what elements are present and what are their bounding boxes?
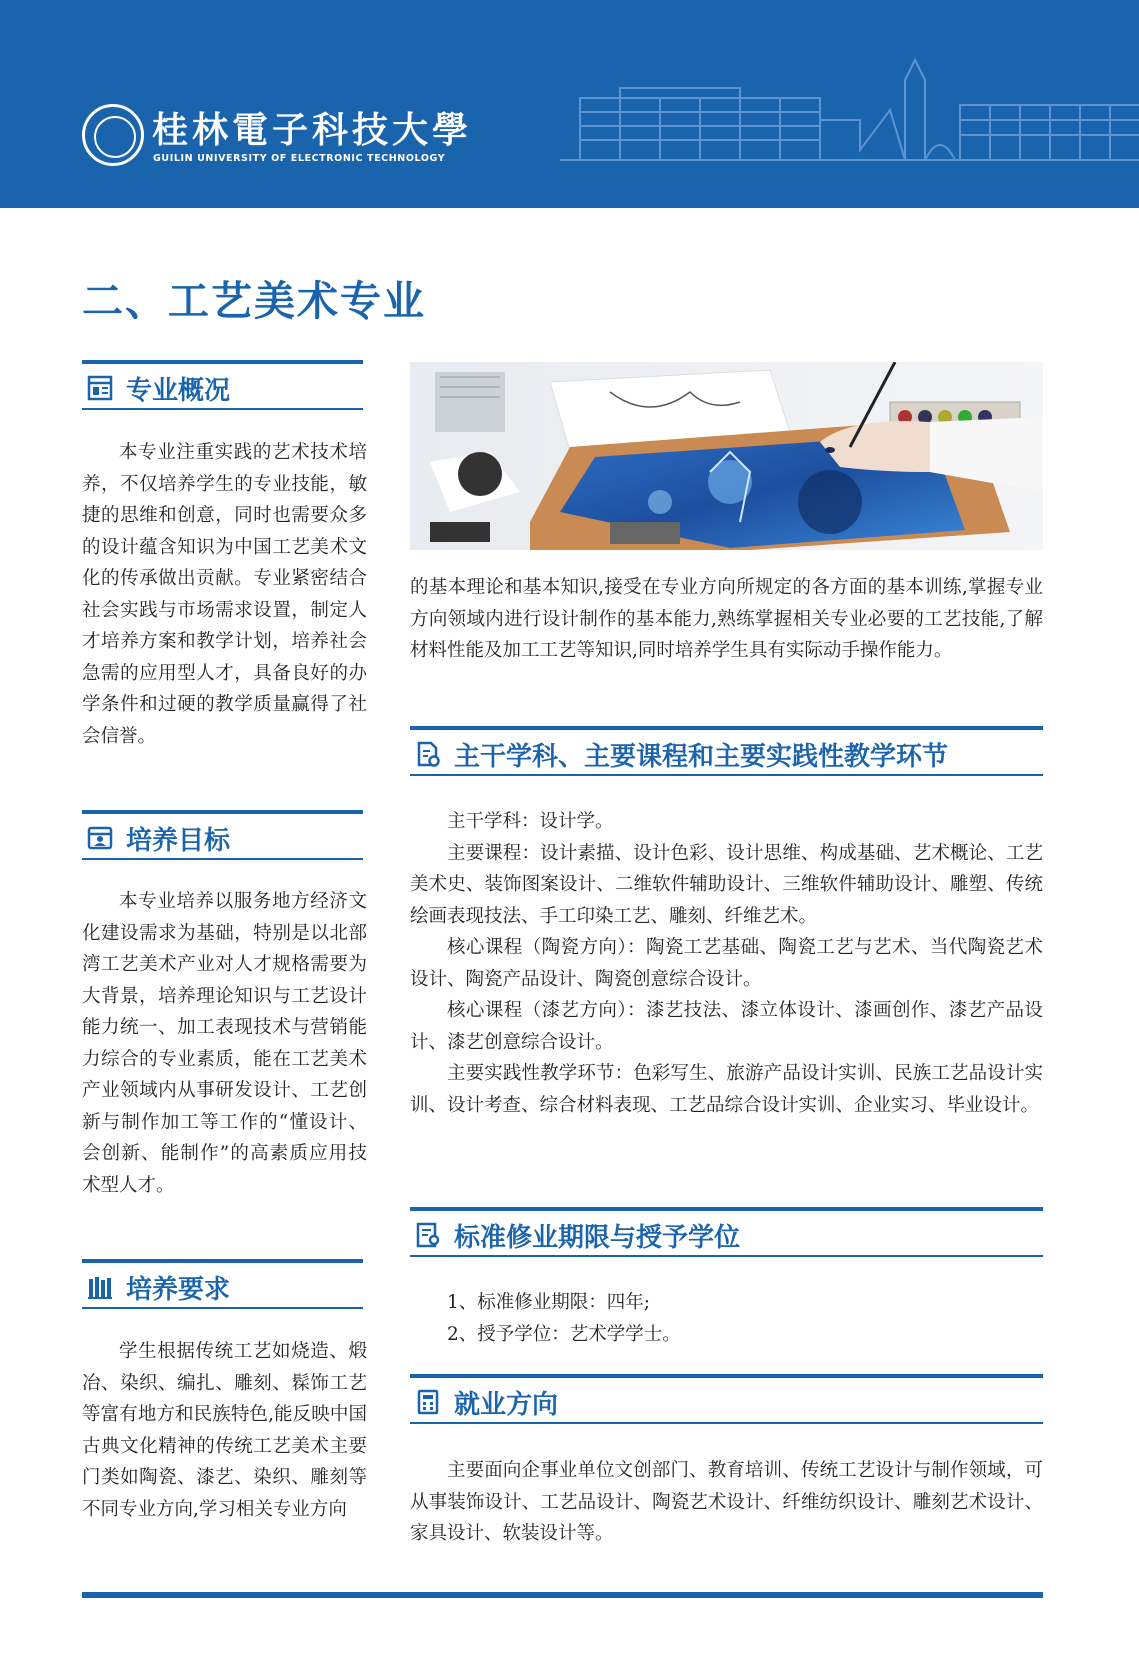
- layout-icon: [87, 375, 113, 401]
- header-banner: [0, 0, 1139, 208]
- calculator-icon: [415, 1389, 441, 1415]
- courses-main-courses: 主要课程：设计素描、设计色彩、设计思维、构成基础、艺术概论、工艺美术史、装饰图案设计、二维软件辅助设计、三维软件辅助设计、雕塑、传统绘画表现技法、手工印染工艺、雕刻、纤维艺术。: [410, 842, 1043, 927]
- section-heading-duration: [410, 1207, 1043, 1257]
- duration-years: 1、标准修业期限：四年;: [447, 1292, 651, 1313]
- university-seal-icon: [82, 104, 144, 166]
- section-heading-career: [410, 1374, 1043, 1424]
- section-heading-goal: [82, 810, 363, 860]
- books-icon: [87, 1274, 113, 1300]
- goal-paragraph: 本专业培养以服务地方经济文化建设需求为基础，特别是以北部湾工艺美术产业对人才规格需要为大背景，培养理论知识与工艺设计能力统一、加工表现技术与营销能力综合的专业素质，能在工艺美术产业领域内从事研发设计、工艺创新与制作加工等工作的“懂设计、会创新、能制作”的高素质应用技术型人才。: [82, 891, 367, 1196]
- courses-practice: 主要实践性教学环节：色彩写生、旅游产品设计实训、民族工艺品设计实训、设计考查、综合材料表现、工艺品综合设计实训、企业实习、毕业设计。: [410, 1063, 1043, 1116]
- section-heading-label: 标准修业期限与授予学位: [454, 1223, 741, 1253]
- section-heading-label: 就业方向: [454, 1390, 559, 1420]
- duration-body: [410, 1287, 1043, 1350]
- requirements-paragraph-left: 学生根据传统工艺如烧造、煅冶、染织、编扎、雕刻、髹饰工艺等富有地方和民族特色,能反映中国古典文化精神的传统工艺美术主要门类如陶瓷、漆艺、染织、雕刻等不同专业方向,学习相关专业方向: [82, 1341, 367, 1520]
- section-heading-courses: [410, 726, 1043, 776]
- page-title: 二、工艺美术专业: [82, 277, 426, 325]
- courses-core-ceramics: 核心课程（陶瓷方向）：陶瓷工艺基础、陶瓷工艺与艺术、当代陶瓷艺术设计、陶瓷产品设计、陶瓷创意综合设计。: [410, 937, 1043, 990]
- section-heading-overview: [82, 360, 363, 410]
- certificate-icon: [415, 1222, 441, 1248]
- courses-main-discipline: 主干学科：设计学。: [447, 811, 614, 832]
- overview-paragraph: 本专业注重实践的艺术技术培养，不仅培养学生的专业技能，敏捷的思维和创意，同时也需要众多的设计蕴含知识为中国工艺美术文化的传承做出贡献。专业紧密结合社会实践与市场需求设置，制定人才培养方案和教学计划，培养社会急需的应用型人才，具备良好的办学条件和过硬的教学质量赢得了社会信誉。: [82, 442, 367, 747]
- section-heading-requirements: [82, 1259, 363, 1309]
- section-heading-label: 专业概况: [126, 376, 231, 406]
- duration-degree: 2、授予学位：艺术学学士。: [447, 1323, 681, 1345]
- courses-core-lacquer: 核心课程（漆艺方向）：漆艺技法、漆立体设计、漆画创作、漆艺产品设计、漆艺创意综合设计。: [410, 1000, 1043, 1053]
- section-heading-label: 主干学科、主要课程和主要实践性教学环节: [454, 742, 949, 772]
- section-heading-label: 培养要求: [126, 1275, 231, 1305]
- section-heading-label: 培养目标: [126, 826, 231, 856]
- university-name-en: GUILIN UNIVERSITY OF ELECTRONIC TECHNOLOGY: [153, 153, 446, 164]
- art-painting-photo: [410, 362, 1043, 550]
- document-gear-icon: [415, 741, 441, 767]
- campus-skyline-illustration: [560, 50, 1139, 170]
- id-card-icon: [87, 825, 113, 851]
- courses-body: [410, 806, 1043, 1121]
- requirements-paragraph-right: 的基本理论和基本知识,接受在专业方向所规定的各方面的基本训练,掌握专业方向领域内进行设计制作的基本能力,熟练掌握相关专业必要的工艺技能,了解材料性能及加工工艺等知识,同时培养学生具有实际动手操作能力。: [410, 577, 1043, 661]
- career-paragraph: 主要面向企事业单位文创部门、教育培训、传统工艺设计与制作领域，可从事装饰设计、工艺品设计、陶瓷艺术设计、纤维纺织设计、雕刻艺术设计、家具设计、软装设计等。: [410, 1460, 1043, 1544]
- university-name-cn: 桂林電子科技大學: [152, 109, 473, 151]
- footer-divider: [82, 1592, 1043, 1598]
